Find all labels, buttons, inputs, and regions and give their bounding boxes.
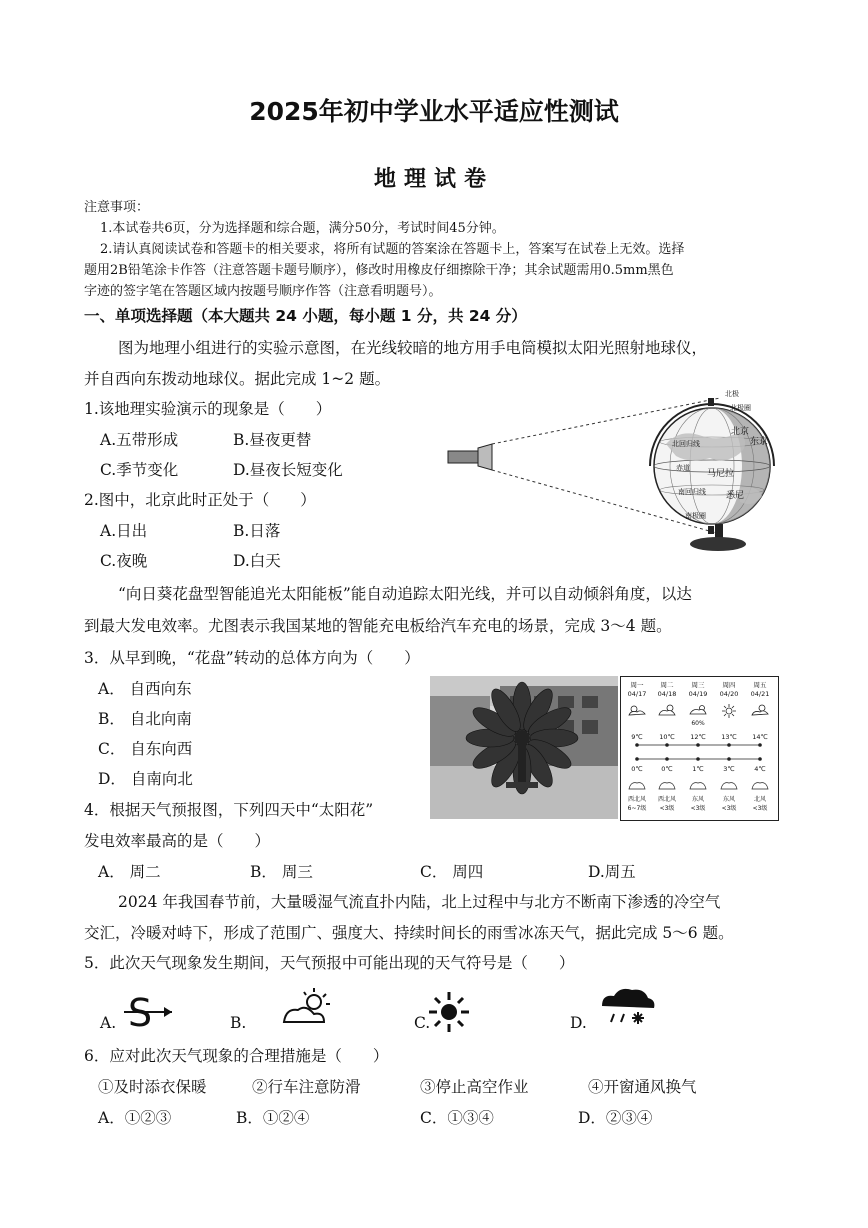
q3-option-d[interactable]: D． 自南向北 xyxy=(98,770,193,788)
globe-stand-icon xyxy=(690,524,746,551)
forecast-high-4: 13℃ xyxy=(721,733,737,741)
sun-cloud-icon xyxy=(629,706,645,715)
forecast-high-5: 14℃ xyxy=(752,733,768,741)
q6-option-c[interactable]: C．①③④ xyxy=(420,1109,494,1127)
forecast-date-2: 04/18 xyxy=(657,690,677,698)
forecast-low-4: 3℃ xyxy=(723,765,735,773)
cloud-icon xyxy=(659,783,675,789)
q6-measure-2: ②行车注意防滑 xyxy=(252,1078,361,1096)
notes-line-2c: 字迹的签字笔在答题区域内按题号顺序作答（注意看明题号）。 xyxy=(84,284,442,299)
globe-experiment-figure xyxy=(440,384,800,556)
globe-label-beijing: 北京 xyxy=(731,427,750,437)
sandstorm-symbol-icon xyxy=(122,990,178,1032)
q5-option-a[interactable]: A. xyxy=(100,1014,117,1032)
intro1-line1: 图为地理小组进行的实验示意图，在光线较暗的地方用手电筒模拟太阳光照射地球仪， xyxy=(118,339,708,357)
forecast-wind-3: 东风 xyxy=(691,796,705,803)
solar-flower-photo xyxy=(430,676,618,819)
globe-label-north-circle: 北极圈 xyxy=(730,404,751,412)
forecast-wind-2: 西北风 xyxy=(657,796,677,803)
sun-icon xyxy=(722,704,736,718)
forecast-level-2: <3级 xyxy=(659,805,675,812)
forecast-level-4: <3级 xyxy=(721,805,737,812)
forecast-date-4: 04/20 xyxy=(719,690,739,698)
q2-option-d[interactable]: D.白天 xyxy=(233,552,281,570)
q6-measure-3: ③停止高空作业 xyxy=(420,1078,529,1096)
cloud-icon xyxy=(690,783,706,789)
flashlight-icon xyxy=(448,444,492,470)
q6-option-a[interactable]: A．①②③ xyxy=(98,1109,172,1127)
q6-measure-1: ①及时添衣保暖 xyxy=(98,1078,207,1096)
q4-option-c[interactable]: C． 周四 xyxy=(420,863,484,881)
q4-stem-line2: 发电效率最高的是（ ） xyxy=(84,832,271,850)
notes-line-1: 1.本试卷共6页，分为选择题和综合题，满分50分，考试时间45分钟。 xyxy=(100,221,505,236)
exam-title: 2025年初中学业水平适应性测试 xyxy=(249,97,619,126)
forecast-wind-5: 北风 xyxy=(753,796,767,803)
globe-label-tropic-s: 南回归线 xyxy=(678,488,706,496)
q2-option-a[interactable]: A.日出 xyxy=(100,522,148,540)
q1-option-a[interactable]: A.五带形成 xyxy=(100,431,179,449)
rain-cloud-icon xyxy=(690,706,706,715)
forecast-pop-3: 60% xyxy=(691,720,705,727)
forecast-low-5: 4℃ xyxy=(754,765,766,773)
globe-label-tropic-n: 北回归线 xyxy=(672,440,700,448)
intro3-line1: 2024 年我国春节前，大量暖湿气流直扑内陆，北上过程中与北方不断南下渗透的冷空气 xyxy=(118,893,721,911)
section-heading: 一、单项选择题（本大题共 24 小题，每小题 1 分，共 24 分） xyxy=(84,307,527,325)
forecast-wind-1: 西北风 xyxy=(627,796,647,803)
notes-line-2b: 题用2B铅笔涂卡作答（注意答题卡题号顺序），修改时用橡皮仔细擦除干净；其余试题需用0.5mm黑色 xyxy=(84,263,674,278)
forecast-wind-4: 东风 xyxy=(722,796,736,803)
q4-option-a[interactable]: A． 周二 xyxy=(98,863,161,881)
forecast-day-3: 周三 xyxy=(691,681,705,689)
q1-option-d[interactable]: D.昼夜长短变化 xyxy=(233,461,343,479)
sleet-symbol-icon xyxy=(598,984,658,1028)
q5-option-b[interactable]: B. xyxy=(230,1014,247,1032)
globe-label-north-pole: 北极 xyxy=(725,390,739,398)
q2-option-c[interactable]: C.夜晚 xyxy=(100,552,148,570)
intro3-line2: 交汇，冷暖对峙下，形成了范围广、强度大、持续时间长的雨雪冰冻天气，据此完成 5～6 题。 xyxy=(84,924,734,942)
forecast-date-3: 04/19 xyxy=(688,690,708,698)
sun-cloud-icon xyxy=(752,705,768,715)
forecast-date-5: 04/21 xyxy=(750,690,770,698)
globe-icon xyxy=(650,398,774,534)
q6-measure-4: ④开窗通风换气 xyxy=(588,1078,697,1096)
forecast-day-2: 周二 xyxy=(660,681,674,689)
sunny-symbol-icon xyxy=(426,990,472,1034)
cloudy-sun-symbol-icon xyxy=(280,986,336,1028)
globe-label-sydney: 悉尼 xyxy=(726,491,745,501)
forecast-level-1: 6~7级 xyxy=(627,805,647,812)
subject-title: 地理试卷 xyxy=(373,167,494,192)
forecast-day-4: 周四 xyxy=(722,681,736,689)
q1-stem: 1.该地理实验演示的现象是（ ） xyxy=(84,400,332,418)
cloud-icon xyxy=(752,783,768,789)
q5-stem: 5．此次天气现象发生期间，天气预报中可能出现的天气符号是（ ） xyxy=(84,954,575,972)
forecast-high-1: 9℃ xyxy=(631,733,643,741)
forecast-day-1: 周一 xyxy=(630,681,644,689)
globe-label-manila: 马尼拉 xyxy=(707,469,735,479)
intro2-line2: 到最大发电效率。尤图表示我国某地的智能充电板给汽车充电的场景，完成 3～4 题。 xyxy=(84,617,672,635)
forecast-low-2: 0℃ xyxy=(661,765,673,773)
q1-option-c[interactable]: C.季节变化 xyxy=(100,461,179,479)
forecast-day-5: 周五 xyxy=(753,681,767,689)
cloud-sun-icon xyxy=(659,705,675,715)
cloud-icon xyxy=(629,783,645,789)
q3-option-c[interactable]: C． 自东向西 xyxy=(98,740,193,758)
globe-label-tokyo: 东京 xyxy=(750,437,769,447)
q6-option-b[interactable]: B．①②④ xyxy=(236,1109,310,1127)
forecast-high-3: 12℃ xyxy=(690,733,706,741)
intro1-line2: 并自西向东拨动地球仪。据此完成 1~2 题。 xyxy=(84,370,391,388)
q6-stem: 6．应对此次天气现象的合理措施是（ ） xyxy=(84,1047,389,1065)
q5-option-d[interactable]: D. xyxy=(570,1014,587,1032)
cloud-icon xyxy=(721,783,737,789)
globe-label-south-circle: 南极圈 xyxy=(685,512,706,520)
svg-text:S: S xyxy=(128,991,153,1032)
globe-label-equator: 赤道 xyxy=(676,464,690,472)
forecast-level-5: <3级 xyxy=(752,805,768,812)
forecast-low-1: 0℃ xyxy=(631,765,643,773)
forecast-date-1: 04/17 xyxy=(627,690,647,698)
q4-option-d[interactable]: D.周五 xyxy=(588,863,636,881)
forecast-level-3: <3级 xyxy=(690,805,706,812)
q4-option-b[interactable]: B． 周三 xyxy=(250,863,313,881)
q3-option-a[interactable]: A． 自西向东 xyxy=(98,680,192,698)
forecast-low-3: 1℃ xyxy=(692,765,704,773)
forecast-high-2: 10℃ xyxy=(659,733,675,741)
notes-heading: 注意事项： xyxy=(84,200,150,215)
q3-stem: 3．从早到晚，“花盘”转动的总体方向为（ ） xyxy=(84,649,420,667)
q6-option-d[interactable]: D．②③④ xyxy=(578,1109,653,1127)
weather-forecast-panel xyxy=(620,676,779,821)
q4-stem-line1: 4．根据天气预报图，下列四天中“太阳花” xyxy=(84,801,374,819)
q2-option-b[interactable]: B.日落 xyxy=(233,522,281,540)
q3-option-b[interactable]: B． 自北向南 xyxy=(98,710,192,728)
q1-option-b[interactable]: B.昼夜更替 xyxy=(233,431,312,449)
q5-option-c[interactable]: C. xyxy=(414,1014,431,1032)
intro2-line1: “向日葵花盘型智能追光太阳能板”能自动追踪太阳光线，并可以自动倾斜角度，以达 xyxy=(118,585,692,603)
q2-stem: 2.图中，北京此时正处于（ ） xyxy=(84,491,316,509)
notes-line-2a: 2.请认真阅读试卷和答题卡的相关要求，将所有试题的答案涂在答题卡上，答案写在试卷上无效。选择 xyxy=(100,242,685,257)
